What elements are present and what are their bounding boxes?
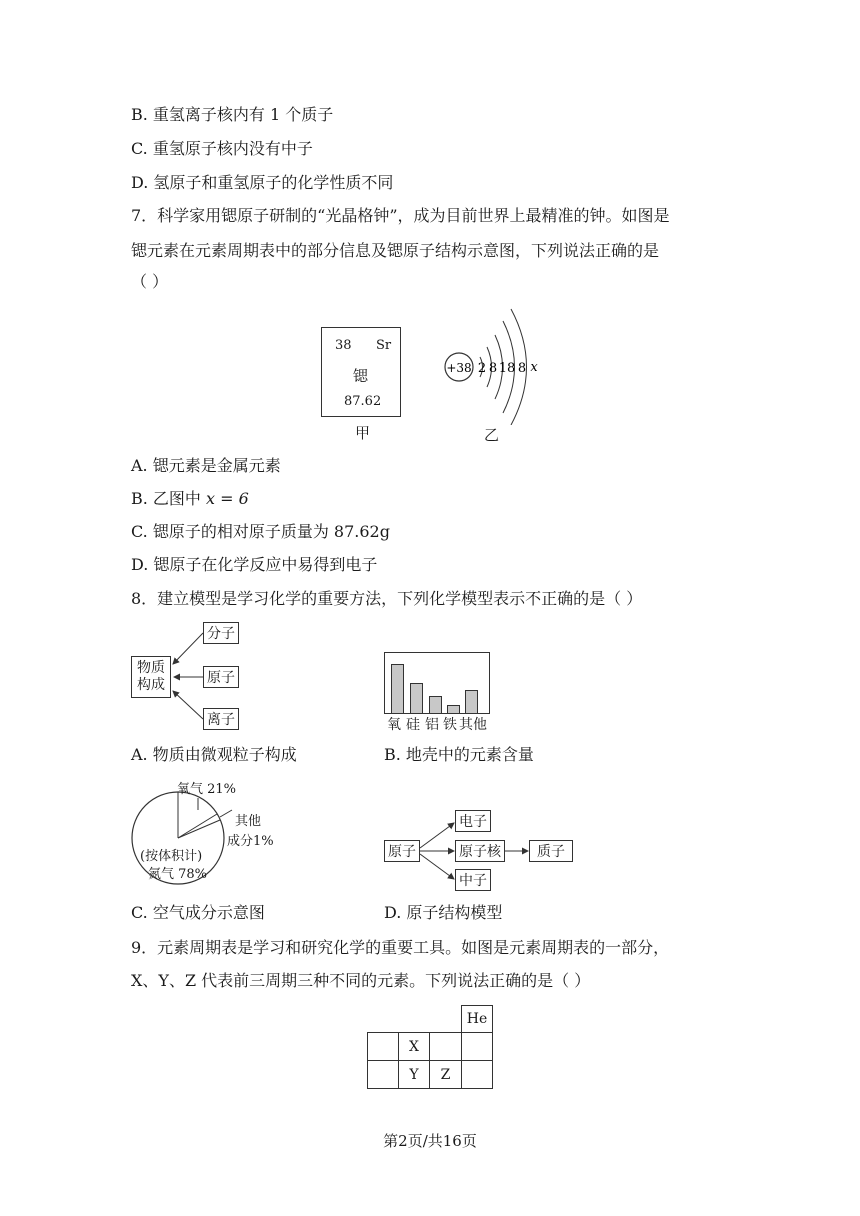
cell-r2c3 [429,1032,462,1061]
composition-arrows [131,620,251,732]
arrow-ion [173,691,203,719]
bar-aluminum [429,696,442,713]
atomic-mass: 87.62 [344,394,382,409]
bar-other [465,690,478,713]
pie-label-other-line1: 其他 [235,814,262,829]
cell-r3c4 [461,1060,493,1089]
substance-composition-model [131,620,251,732]
shell-count-4: 8 [517,361,527,376]
ion-box: 离子 [203,708,239,730]
molecule-box: 分子 [203,622,239,644]
q7-option-b-math: x = 6 [206,489,249,508]
structure-arrows [384,808,584,892]
pie-label-other-line2: 成分1% [227,834,274,849]
arrow-neutron [420,854,454,879]
q6-option-c: C. 重氢原子核内没有中子 [131,139,313,158]
q8-stem: 8．建立模型是学习化学的重要方法，下列化学模型表示不正确的是（ ） [131,589,643,608]
q7-option-b-prefix: B. 乙图中 [131,489,207,508]
arrow-molecule [173,633,203,664]
q9-stem-line-1: 9．元素周期表是学习和研究化学的重要工具。如图是元素周期表的一部分， [131,938,670,957]
proton-node: 质子 [529,840,573,862]
q8-caption-c: C. 空气成分示意图 [131,903,265,922]
q7-option-c: C. 锶原子的相对原子质量为 87.62g [131,522,390,541]
pie-divider-oxygen [178,814,217,838]
q8-caption-b: B. 地壳中的元素含量 [384,745,534,764]
pie-label-basis: (按体积计) [140,849,203,864]
crust-element-bar-chart [384,652,490,714]
q7-option-b [131,488,249,510]
q7-stem-line-2: 锶元素在元素周期表中的部分信息及锶原子结构示意图，下列说法正确的是 [131,241,660,260]
q9-stem-line-2: X、Y、Z 代表前三周期三种不同的元素。下列说法正确的是（ ） [131,971,591,990]
bar-label-oxygen: 氧 [387,717,401,733]
q7-stem-line-3: （ ） [131,272,169,291]
arrow-electron [420,823,454,848]
atom-box: 原子 [203,666,239,688]
nucleus-charge: +38 [446,361,472,375]
atomic-number: 38 [335,338,352,353]
electron-node: 电子 [455,810,491,832]
bar-label-other: 其他 [459,717,487,733]
bar-label-aluminum: 铝 [425,717,439,733]
q6-option-d: D. 氢原子和重氢原子的化学性质不同 [131,173,394,192]
pie-divider-other [178,820,220,838]
q7-option-d: D. 锶原子在化学反应中易得到电子 [131,555,378,574]
cell-x: X [398,1032,430,1061]
atomic-structure-model [384,808,584,892]
bar-silicon [410,683,423,713]
composition-label: 构成 [137,677,165,693]
bar-label-silicon: 硅 [406,717,420,733]
cell-r2c4 [461,1032,493,1061]
shell-count-1: 2 [477,361,487,376]
cell-helium: He [461,1005,493,1033]
bar-iron [447,705,460,713]
pie-label-nitrogen: 氮气 78% [148,867,208,882]
cell-r3c1 [367,1060,399,1089]
cell-y: Y [398,1060,430,1089]
strontium-element-cell [321,327,401,417]
pie-label-oxygen: 氧气 21% [177,782,237,797]
periodic-table-fragment [367,1005,493,1089]
q7-stem-line-1: 7．科学家用锶原子研制的“光晶格钟”，成为目前世界上最精准的钟。如图是 [131,206,670,225]
q8-caption-d: D. 原子结构模型 [384,903,503,922]
neutron-node: 中子 [455,869,491,891]
figure-jia-label: 甲 [355,424,371,442]
q7-option-a: A. 锶元素是金属元素 [131,456,281,475]
shell-count-2: 8 [488,361,498,376]
figure-yi-label: 乙 [484,426,500,444]
q8-caption-a: A. 物质由微观粒子构成 [131,745,297,764]
nucleus-node: 原子核 [455,840,505,862]
q6-option-b: B. 重氢离子核内有 1 个质子 [131,105,334,124]
shell-count-5: x [530,360,538,375]
bar-label-iron: 铁 [443,717,457,733]
element-name: 锶 [353,367,369,385]
element-symbol: Sr [376,338,392,353]
cell-z: Z [429,1060,462,1089]
page-footer: 第2页/共16页 [383,1132,477,1150]
substance-label: 物质 [137,660,165,676]
pie-leader-other [220,810,232,817]
bar-oxygen [391,664,404,713]
shell-count-3: 18 [498,361,516,376]
atom-node: 原子 [384,840,420,862]
strontium-atom-structure [440,305,550,425]
cell-r2c1 [367,1032,399,1061]
